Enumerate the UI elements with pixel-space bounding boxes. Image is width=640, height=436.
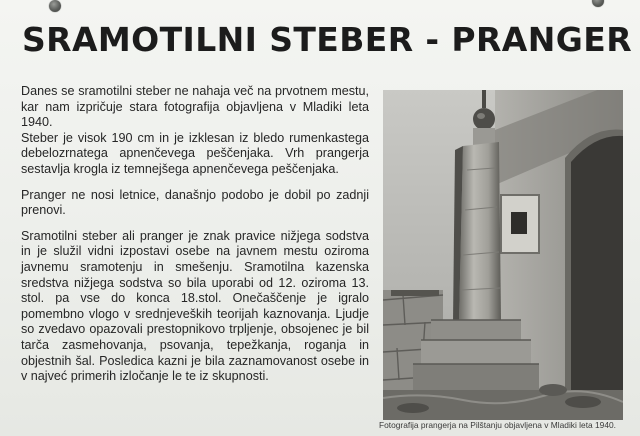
screw-icon bbox=[592, 0, 604, 7]
body-text bbox=[21, 84, 369, 395]
paragraph-history: Sramotilni steber ali pranger je znak pravice nižjega sodstva in je služil vidni izpostavi osebe na javnem mestu oziroma javnemu sramotenju in smešenju. Sramotilna kazenska sredstva nižjega sodstva so bila uporabi od 12. oziroma 13. stol. pa vse do konca 18.stol. Onečaščenje je igralo pomembno vlogo v srednjeveških teorijah kaznovanja. Ljudje so zvedavo opazovali prestopnikovo trpljenje, obsojenec je bil tarča zasmehovanja, psovanja, tepežkanja, roganja in objestnih šal. Posledica kazni je bila zaznamovanost osebe in v najveć primerih izločanje le te iz skupnosti. bbox=[21, 228, 369, 384]
paragraph-renovation: Pranger ne nosi letnice, današnjo podobo je dobil po zadnji prenovi. bbox=[21, 187, 369, 218]
paragraph-intro: Danes se sramotilni steber ne nahaja več na prvotnem mestu, kar nam izpričuje stara fotografija objavljena v Mladiki leta 1940. bbox=[21, 84, 369, 130]
screw-icon bbox=[49, 0, 61, 12]
photo-caption: Fotografija prangerja na Pilštanju objavljena v Mladiki leta 1940. bbox=[379, 420, 616, 430]
historical-photo bbox=[383, 90, 623, 420]
paragraph-material: Steber je visok 190 cm in je izklesan iz bledo rumenkastega debelozrnatega apnenčevega peščenjaka. Vrh prangerja sestavlja krogla iz temnejšega apnenčevega peščenjaka. bbox=[21, 130, 369, 176]
page-title: SRAMOTILNI STEBER - PRANGER bbox=[22, 20, 633, 59]
pillory-photo-illustration bbox=[383, 90, 623, 420]
